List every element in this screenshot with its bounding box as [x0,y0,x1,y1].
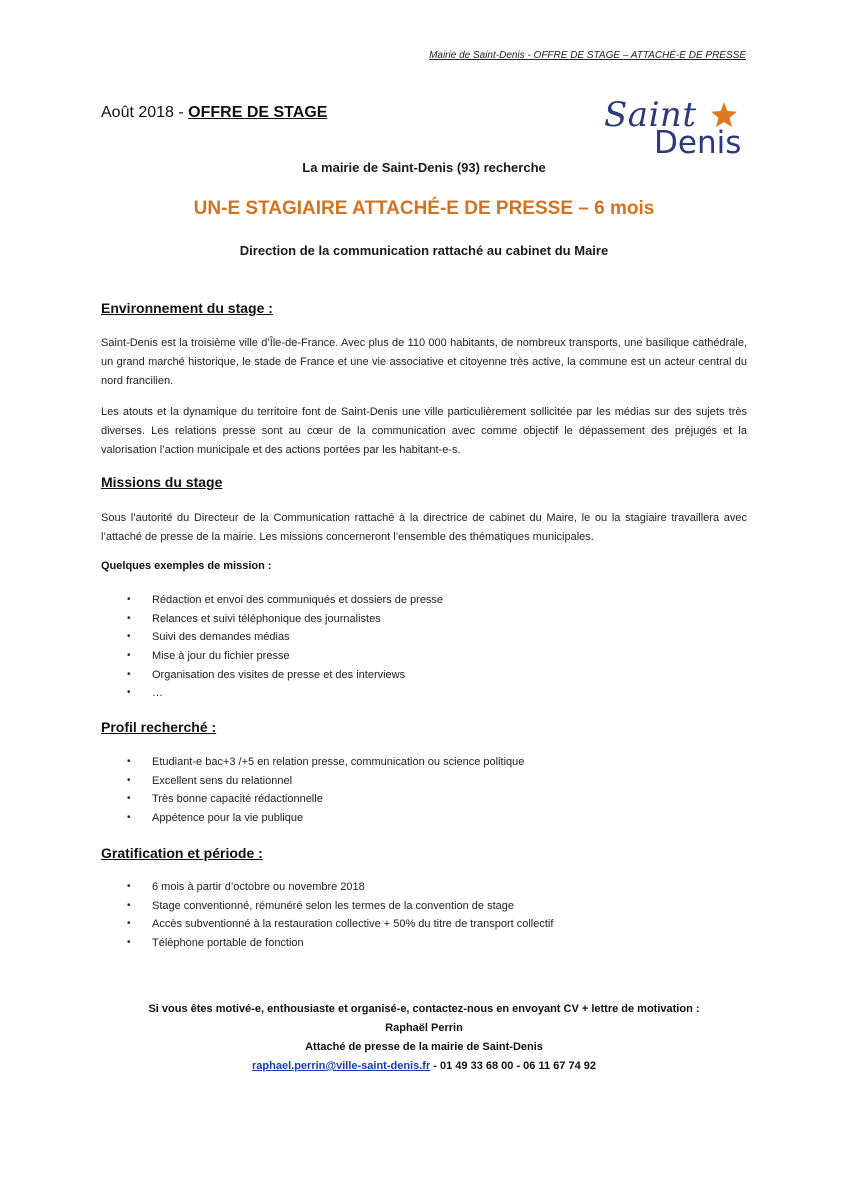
list-item [101,610,747,629]
list-item-text: Appétence pour la vie publique [152,812,304,825]
bullet-icon: • [127,687,131,699]
contact-email-link[interactable]: raphael.perrin@ville-saint-denis.fr [252,1060,431,1072]
list-item-text: Téléphone portable de fonction [152,937,304,950]
list-item [101,897,747,916]
list-item [101,628,747,647]
list-item-text: Très bonne capacité rédactionnelle [152,793,323,806]
contact-block [0,1000,848,1076]
bullet-icon: • [127,668,131,680]
list-item-text: Etudiant-e bac+3 /+5 en relation presse, communication ou science politique [152,756,525,768]
list-item-text: … [152,687,163,700]
contact-phones: - 01 49 33 68 00 - 06 11 67 74 92 [430,1060,596,1072]
list-item-text: 6 mois à partir d’octobre ou novembre 2018 [152,881,365,893]
bullet-icon: • [127,631,131,643]
list-item [101,591,747,610]
bullet-icon: • [127,594,131,605]
list-item-text: Rédaction et envoi des communiqués et dossiers de presse [152,594,444,606]
saint-denis-logo [604,95,754,165]
section-title-missions: Missions du stage [101,474,223,490]
list-item-text: Excellent sens du relationnel [152,774,293,787]
profil-list [101,753,747,828]
date-line [101,104,327,122]
list-item [101,772,747,791]
list-item-text: Accès subventionné à la restauration collective + 50% du titre de transport collectif [152,918,554,931]
missions-paragraph: Sous l’autorité du Directeur de la Communication rattaché à la directrice de cabinet du Maire, le ou la stagiaire travaillera avec l’attaché de presse de la mairie. Les missions concerneront l’ensemble des thématiques municipales. [101,512,747,543]
list-item [101,753,747,772]
missions-list [101,591,747,703]
list-item-text: Relances et suivi téléphonique des journalistes [152,612,381,625]
list-item [101,809,747,828]
missions-examples-label: Quelques exemples de mission : [101,560,272,572]
contact-role: Attaché de presse de la mairie de Saint-Denis [305,1041,543,1053]
section-title-environnement: Environnement du stage : [101,300,273,316]
list-item-text: Stage conventionné, rémunéré selon les termes de la convention de stage [152,899,515,912]
list-item [101,878,747,897]
contact-details [0,1057,848,1076]
environnement-paragraph-1: Saint-Denis est la troisième ville d’Île-de-France. Avec plus de 110 000 habitants, de nombreux transports, une basilique cathédrale, un grand marché historique, le stade de France et une vie associative et citoyenne très active, la commune est un acteur central du nord francilien. [101,337,747,387]
bullet-icon: • [127,899,131,911]
section-title-profil: Profil recherché : [101,719,217,735]
bullet-icon: • [127,937,131,949]
bullet-icon: • [127,612,131,624]
bullet-icon: • [127,756,131,767]
list-item-text: Suivi des demandes médias [152,631,290,644]
direction-line: Direction de la communication rattaché au cabinet du Maire [239,243,609,258]
list-item [101,934,747,953]
list-item [101,915,747,934]
bullet-icon: • [127,918,131,930]
contact-name: Raphaël Perrin [385,1022,463,1034]
list-item-text: Mise à jour du fichier presse [152,650,290,663]
list-item [101,684,747,703]
gratification-list [101,878,747,953]
bullet-icon: • [127,650,131,662]
section-title-gratification: Gratification et période : [101,845,263,861]
list-item [101,790,747,809]
logo-word-denis: Denis [654,125,742,161]
bullet-icon: • [127,881,131,892]
contact-call-to-action: Si vous êtes motivé-e, enthousiaste et organisé-e, contactez-nous en envoyant CV + lettre de motivation : [148,1003,700,1015]
list-item [101,666,747,685]
bullet-icon: • [127,793,131,805]
list-item-text: Organisation des visites de presse et des interviews [152,668,406,681]
intro-recherche: La mairie de Saint-Denis (93) recherche [302,160,546,175]
running-header: Mairie de Saint-Denis - OFFRE DE STAGE – ATTACHÉ-E DE PRESSE [429,50,746,61]
date-prefix: Août 2018 - [101,104,189,121]
job-title: UN-E STAGIAIRE ATTACHÉ-E DE PRESSE – 6 mois [193,198,655,219]
bullet-icon: • [127,774,131,786]
list-item [101,647,747,666]
bullet-icon: • [127,812,131,824]
offer-label: OFFRE DE STAGE [188,104,328,121]
environnement-paragraph-2: Les atouts et la dynamique du territoire font de Saint-Denis une ville particulièrement sollicitée par les médias sur des sujets très diverses. Les relations presse sont au cœur de la communication avec comme objectif le dépassement des préjugés et la valorisation l’action municipale et des actions portées par les habitant-e-s. [101,406,747,456]
logo-word-saint: Saint [604,95,697,135]
